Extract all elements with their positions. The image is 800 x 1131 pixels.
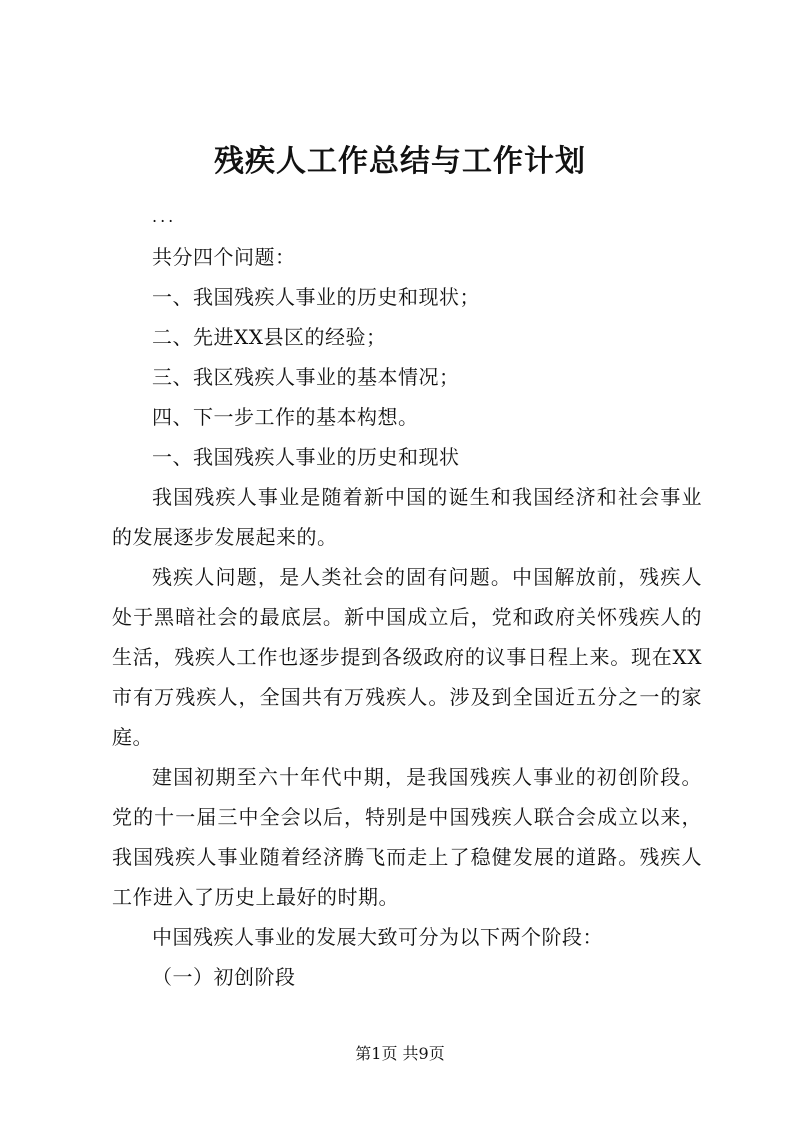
paragraph-4: 中国残疾人事业的发展大致可分为以下两个阶段： (152, 925, 603, 949)
paragraph-1: 我国残疾人事业是随着新中国的诞生和我国经济和社会事业的发展逐步发展起来的。 (112, 485, 702, 549)
paragraph-3: 建国初期至六十年代中期，是我国残疾人事业的初创阶段。党的十一届三中全会以后，特别是中国残疾人联合会成立以来，我国残疾人事业随着经济腾飞而走上了稳健发展的道路。残疾人工作进入了历史上最好的时期。 (112, 765, 702, 909)
page-title: 残疾人工作总结与工作计划 (214, 144, 586, 179)
section-heading-1: 一、我国残疾人事业的历史和现状 (152, 445, 460, 469)
list-item-1: 一、我国残疾人事业的历史和现状； (152, 285, 480, 309)
paragraph-2: 残疾人问题，是人类社会的固有问题。中国解放前，残疾人处于黑暗社会的最底层。新中国成立后，党和政府关怀残疾人的生活，残疾人工作也逐步提到各级政府的议事日程上来。现在XX市有万残疾人，全国共有万残疾人。涉及到全国近五分之一的家庭。 (112, 565, 702, 749)
page-footer: 第1页 共9页 (355, 1044, 445, 1063)
list-item-2: 二、先进XX县区的经验； (152, 325, 387, 349)
list-item-4: 四、下一步工作的基本构想。 (152, 405, 419, 429)
subsection-heading-1: （一）初创阶段 (152, 965, 296, 989)
list-item-3: 三、我区残疾人事业的基本情况； (152, 365, 460, 389)
paragraph-overview: 共分四个问题： (152, 245, 296, 269)
document-body (112, 197, 702, 997)
ellipsis-line: ... (152, 207, 177, 226)
